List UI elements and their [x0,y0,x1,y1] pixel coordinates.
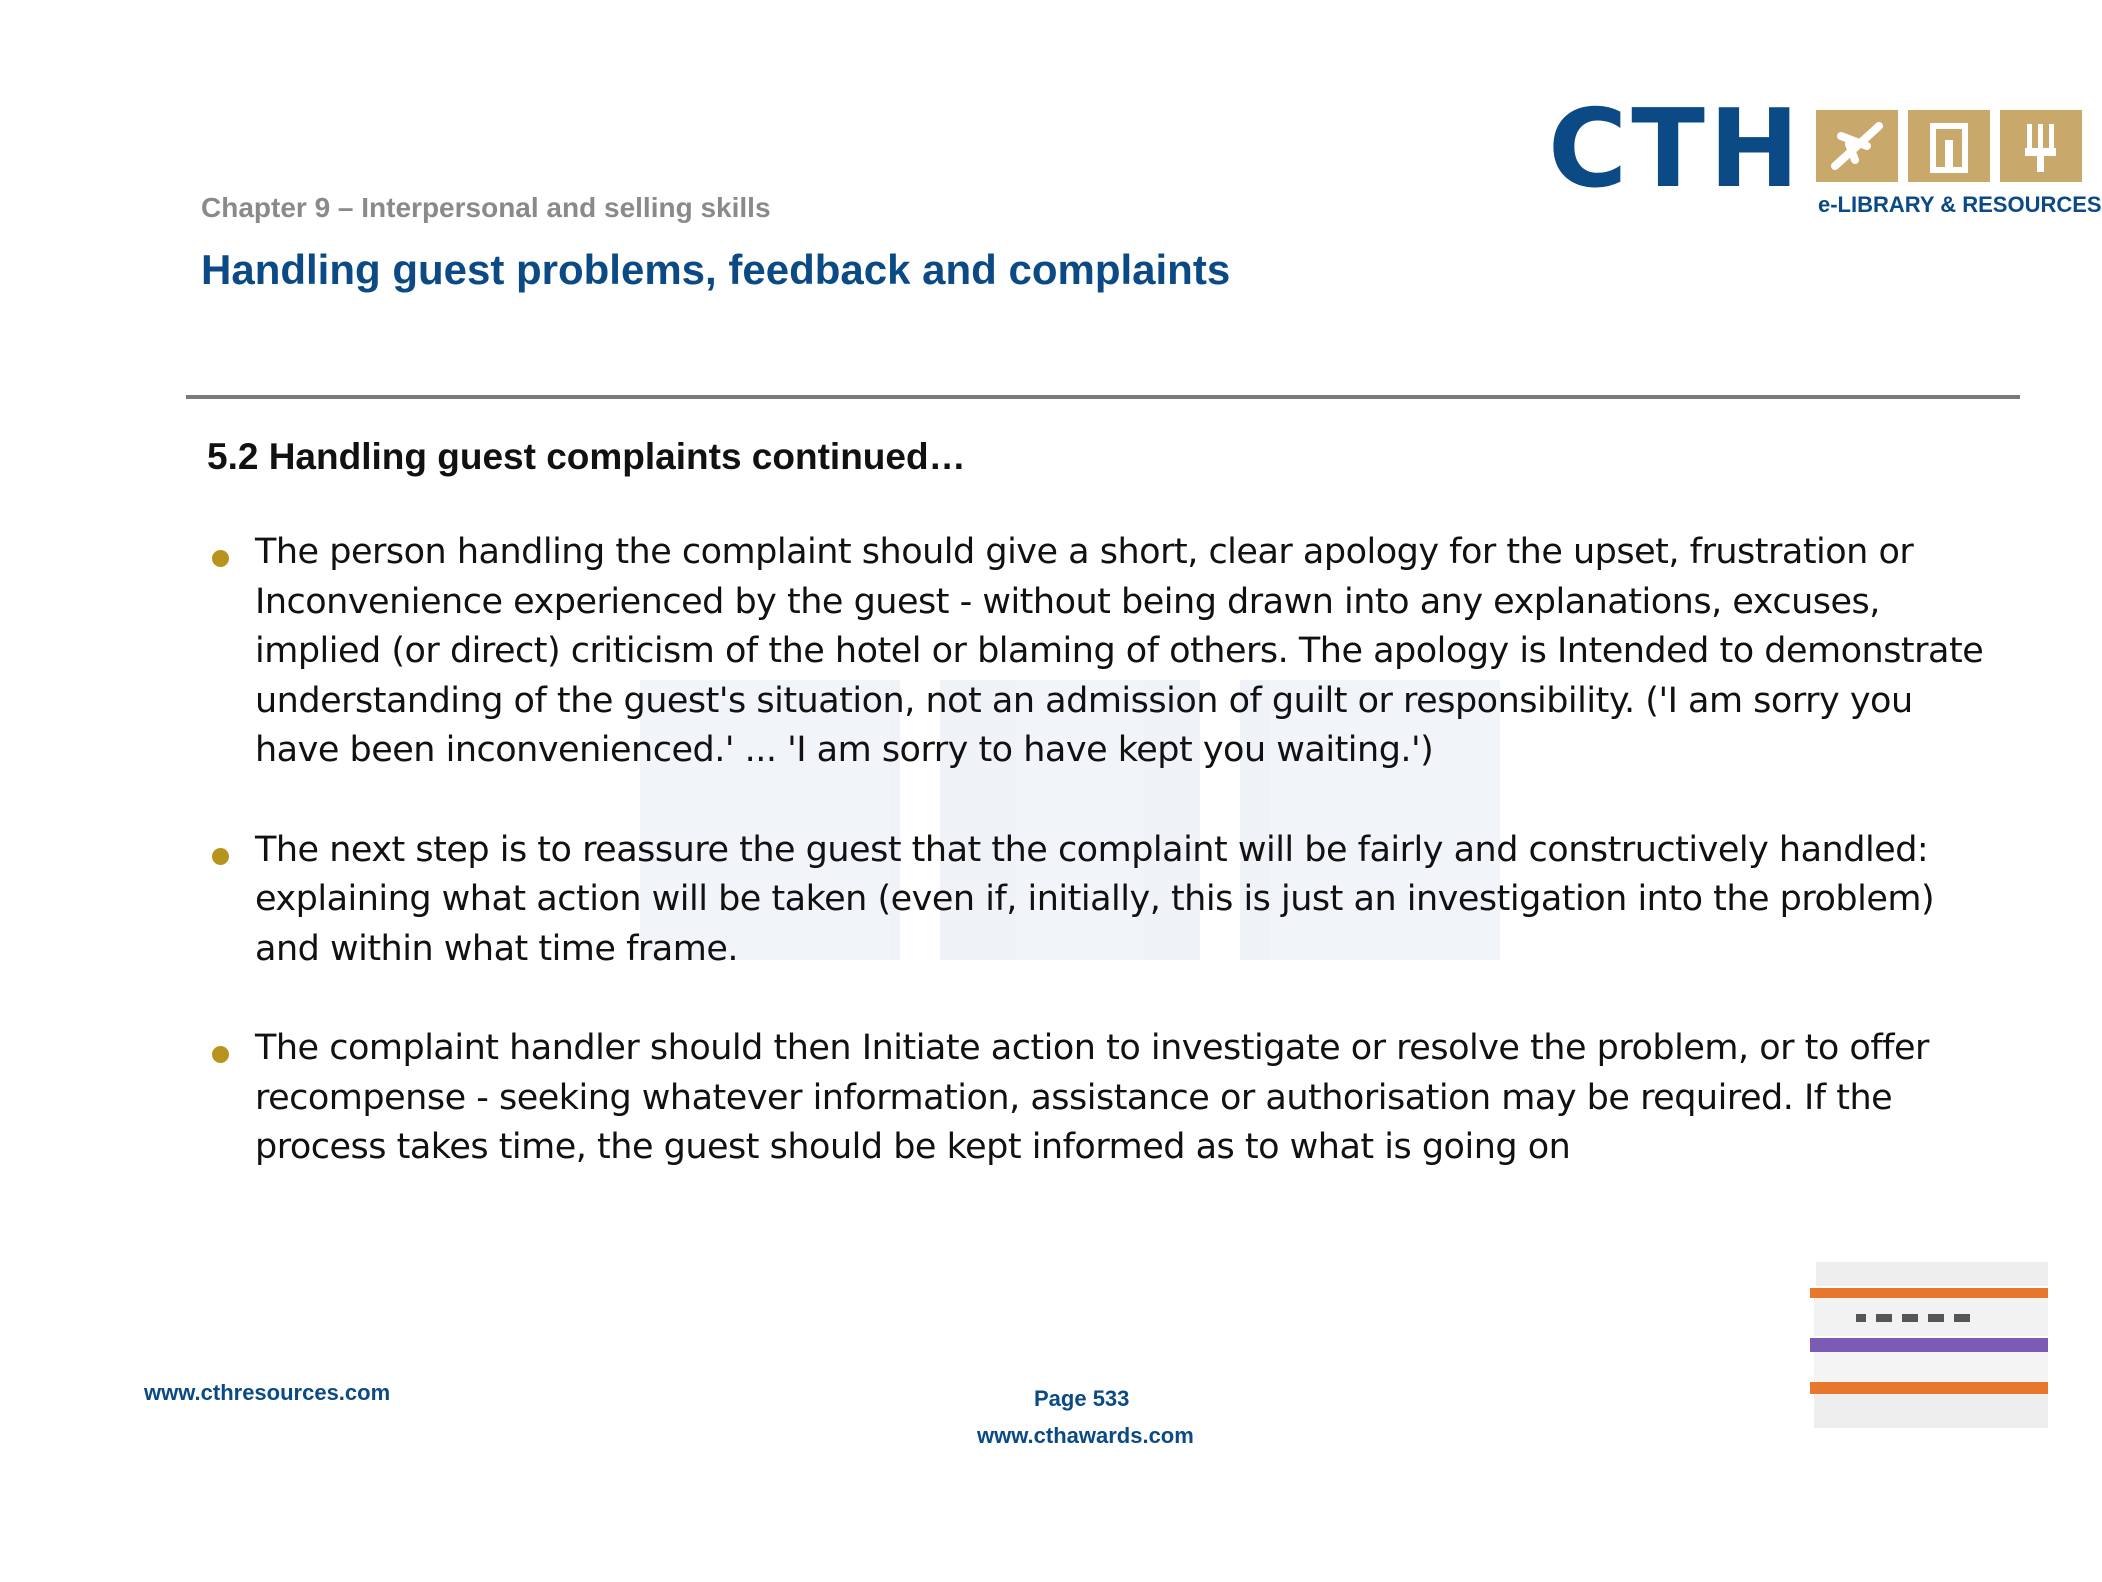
bullet-text: The complaint handler should then Initiate action to investigate or resolve the problem, or to offer recompense - seeking whatever information, assistance or authorisation may be required. If the process takes time, the guest should be kept informed as to what is going on [255,1028,1929,1167]
logo-tagline: e-LIBRARY & RESOURCES [1818,192,2102,217]
bullet-list [207,528,1997,1223]
airplane-icon [1816,110,1898,182]
footer-resources-link[interactable]: www.cthresources.com [144,1380,391,1405]
list-item [207,1024,1997,1173]
header-divider [186,395,2020,399]
footer-awards-link[interactable]: www.cthawards.com [977,1423,1194,1448]
cth-logo [1548,87,2102,230]
page-title: Handling guest problems, feedback and complaints [201,246,1231,293]
bullet-text: The next step is to reassure the guest that the complaint will be fairly and constructively handled: explaining what action will be taken (even if, initially, this is just an investigation into the problem) and within what time frame. [255,829,1935,969]
hotel-icon [1908,110,1990,182]
logo-brand-text: CTH [1548,87,1804,212]
logo-tiles [1816,110,2082,182]
chapter-label: Chapter 9 – Interpersonal and selling skills [201,192,771,223]
list-item [207,826,1997,975]
bullet-text: The person handling the complaint should give a short, clear apology for the upset, frustration or Inconvenience experienced by the guest - without being drawn into any explanations, excuses, implied (or direct) criticism of the hotel or blaming of others. The apology is Intended to demonstrate understanding of the guest's situation, not an admission of guilt or responsibility. ('I am sorry you have been inconvenienced.' ... 'I am sorry to have kept you waiting.') [255,532,1984,770]
bullet-dot-icon [212,1046,229,1063]
section-heading: 5.2 Handling guest complaints continued… [207,436,966,477]
book-stack-image [1806,1262,2048,1432]
bullet-dot-icon [212,848,229,865]
list-item [207,528,1997,776]
page-number: Page 533 [1034,1386,1130,1411]
fork-icon [2000,110,2082,182]
bullet-dot-icon [212,550,229,567]
